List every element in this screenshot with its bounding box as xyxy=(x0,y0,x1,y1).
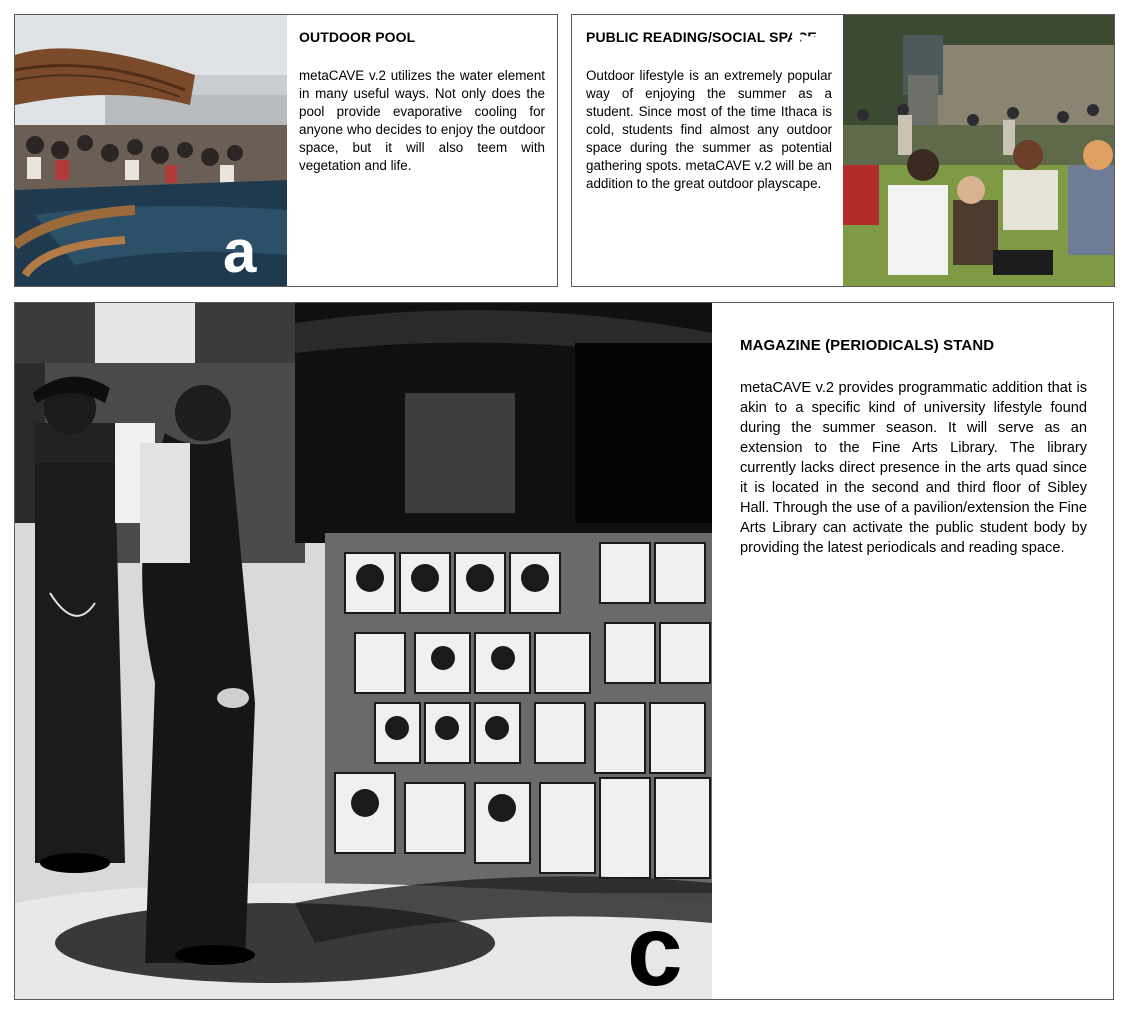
public-reading-heading: PUBLIC READING/SOCIAL SPACE xyxy=(586,29,817,45)
magazine-stand-heading: MAGAZINE (PERIODICALS) STAND xyxy=(740,337,995,354)
panel-letter-c: c xyxy=(627,895,683,1000)
public-reading-description: Outdoor lifestyle is an extremely popular way of enjoying the summer as a student. Since most of the time Ithaca is cold, students find almost any outdoor space during the summer as potential gathering spots. metaCAVE v.2 will be an addition to the great outdoor playscape. xyxy=(586,68,832,191)
panel-letter-b: b xyxy=(788,15,825,82)
outdoor-pool-text xyxy=(299,29,545,175)
panel-letter-a: a xyxy=(223,218,257,285)
panel-magazine-stand xyxy=(14,302,1114,1000)
magazine-stand-photo xyxy=(15,303,712,999)
students-on-lawn-photo xyxy=(843,15,1114,286)
panel-public-reading-social-space xyxy=(571,14,1115,287)
outdoor-pool-heading: OUTDOOR POOL xyxy=(299,29,416,45)
magazine-stand-text xyxy=(740,337,1087,558)
magazine-stand-description: metaCAVE v.2 provides programmatic addition that is akin to a specific kind of university lifestyle found during the summer season. It will serve as an extension to the Fine Arts Library. The library currently lacks direct presence in the arts quad since it is located in the second and third floor of Sibley Hall. Through the use of a pavilion/extension the Fine Arts Library can activate the public student body by providing the latest periodicals and reading space. xyxy=(740,380,1087,556)
panel-outdoor-pool xyxy=(14,14,558,287)
outdoor-pool-description: metaCAVE v.2 utilizes the water element in many useful ways. Not only does the pool provide evaporative cooling for anyone who decides to enjoy the outdoor space, but it will also teem with vegetation and life. xyxy=(299,68,545,173)
